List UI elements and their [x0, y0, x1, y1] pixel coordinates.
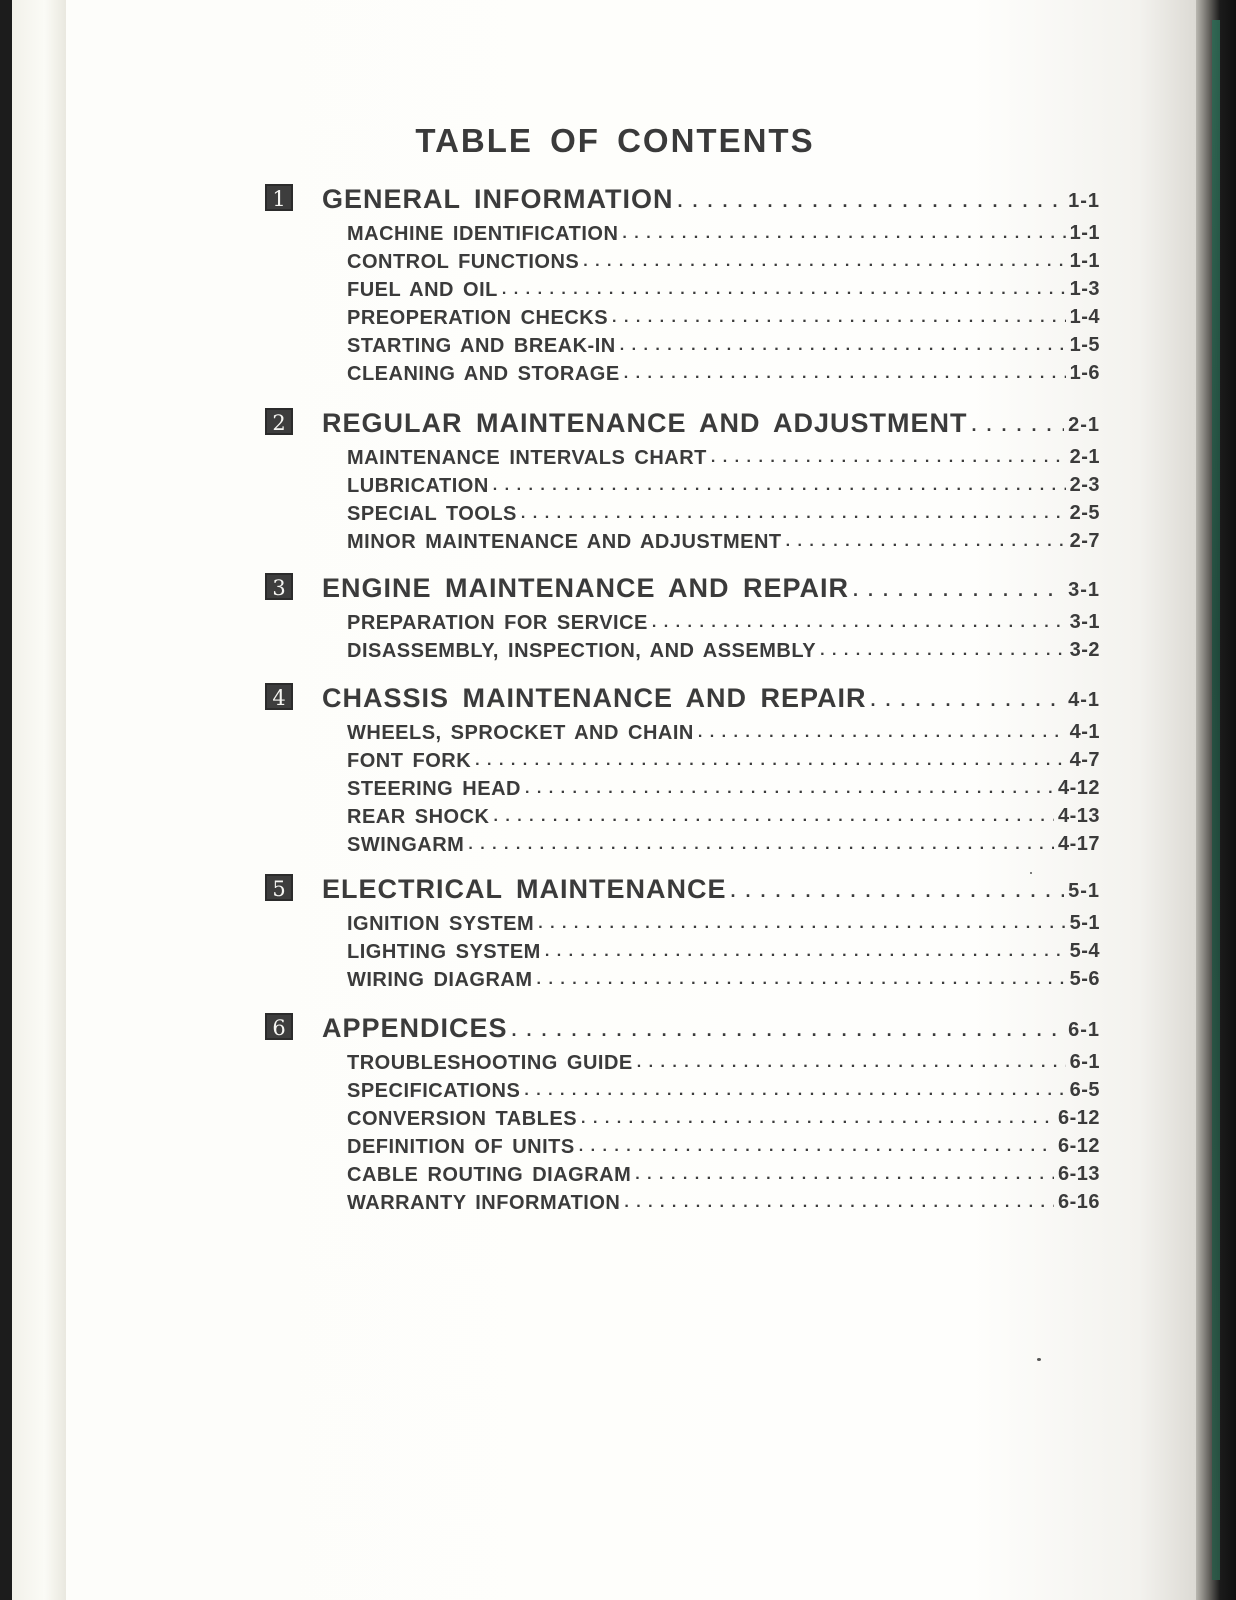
section-title: APPENDICES — [322, 1013, 508, 1043]
section-title: REGULAR MAINTENANCE AND ADJUSTMENT — [322, 408, 968, 438]
dot-leader — [624, 1195, 1054, 1211]
entry-label: IGNITION SYSTEM — [347, 913, 535, 935]
toc-entry[interactable] — [347, 607, 1100, 635]
dot-leader — [493, 478, 1066, 494]
entry-page-number: 1-1 — [1069, 222, 1100, 244]
entry-page-number: 1-5 — [1069, 334, 1100, 356]
entry-page-number: 3-1 — [1069, 611, 1100, 633]
entry-page-number: 4-17 — [1057, 833, 1100, 855]
dot-leader — [820, 643, 1066, 659]
entry-page-number: 1-3 — [1069, 278, 1100, 300]
section-number-badge: 1 — [265, 184, 293, 211]
entry-page-number: 6-12 — [1057, 1107, 1100, 1129]
entry-label: LIGHTING SYSTEM — [347, 941, 541, 963]
toc-entry[interactable] — [347, 442, 1100, 470]
dot-leader — [502, 282, 1066, 298]
dot-leader — [652, 615, 1066, 631]
entry-page-number: 6-1 — [1069, 1051, 1100, 1073]
entry-label: WIRING DIAGRAM — [347, 969, 533, 991]
section-page-number: 3-1 — [1068, 579, 1100, 601]
entry-page-number: 1-6 — [1069, 362, 1100, 384]
toc-entry[interactable] — [347, 801, 1100, 829]
toc-entry[interactable] — [347, 470, 1100, 498]
entry-label: CONVERSION TABLES — [347, 1108, 578, 1130]
entry-label: TROUBLESHOOTING GUIDE — [347, 1052, 633, 1074]
subsection-list — [347, 1047, 1100, 1215]
dot-leader — [468, 837, 1054, 853]
toc-entry[interactable] — [347, 936, 1100, 964]
section-page-number: 6-1 — [1068, 1019, 1100, 1041]
section-heading[interactable] — [322, 680, 1100, 714]
toc-entry[interactable] — [347, 274, 1100, 302]
entry-label: WARRANTY INFORMATION — [347, 1192, 621, 1214]
section-heading[interactable] — [322, 570, 1100, 604]
dot-leader — [493, 809, 1054, 825]
dot-leader — [545, 944, 1066, 960]
section-heading[interactable] — [322, 871, 1100, 905]
subsection-list — [347, 218, 1100, 386]
toc-entry[interactable] — [347, 717, 1100, 745]
entry-label: MAINTENANCE INTERVALS CHART — [347, 447, 707, 469]
section-page-number: 5-1 — [1068, 880, 1100, 902]
entry-page-number: 5-1 — [1069, 912, 1100, 934]
entry-page-number: 2-5 — [1069, 502, 1100, 524]
section-number-badge: 6 — [265, 1013, 293, 1040]
toc-entry[interactable] — [347, 1159, 1100, 1187]
toc-entry[interactable] — [347, 1187, 1100, 1215]
dot-leader — [731, 882, 1065, 900]
entry-page-number: 4-13 — [1057, 805, 1100, 827]
toc-entry[interactable] — [347, 330, 1100, 358]
section-title: ELECTRICAL MAINTENANCE — [322, 874, 727, 904]
toc-entry[interactable] — [347, 829, 1100, 857]
entry-label: PREOPERATION CHECKS — [347, 307, 609, 329]
page-title: TABLE OF CONTENTS — [415, 122, 815, 160]
section-number-badge: 2 — [265, 408, 293, 435]
dot-leader — [620, 338, 1066, 354]
entry-page-number: 2-3 — [1069, 474, 1100, 496]
dot-leader — [635, 1167, 1054, 1183]
section-number-badge: 3 — [265, 573, 293, 600]
entry-label: CONTROL FUNCTIONS — [347, 251, 580, 273]
toc-entry[interactable] — [347, 1047, 1100, 1075]
dot-leader — [871, 691, 1065, 709]
entry-page-number: 4-1 — [1069, 721, 1100, 743]
dot-leader — [637, 1055, 1066, 1071]
entry-page-number: 6-12 — [1057, 1135, 1100, 1157]
entry-label: REAR SHOCK — [347, 806, 490, 828]
scan-speck — [1030, 872, 1032, 874]
scan-speck — [1037, 1358, 1041, 1361]
dot-leader — [512, 1021, 1065, 1039]
dot-leader — [581, 1111, 1054, 1127]
section-page-number: 1-1 — [1068, 190, 1100, 212]
section-number-badge: 5 — [265, 874, 293, 901]
entry-page-number: 1-1 — [1069, 250, 1100, 272]
dot-leader — [612, 310, 1066, 326]
section-heading[interactable] — [322, 181, 1100, 215]
section-title: ENGINE MAINTENANCE AND REPAIR — [322, 573, 850, 603]
dot-leader — [853, 581, 1064, 599]
dot-leader — [525, 781, 1054, 797]
toc-entry[interactable] — [347, 1103, 1100, 1131]
section-page-number: 2-1 — [1068, 414, 1100, 436]
entry-page-number: 1-4 — [1069, 306, 1100, 328]
entry-page-number: 3-2 — [1069, 639, 1100, 661]
entry-page-number: 2-1 — [1069, 446, 1100, 468]
entry-page-number: 5-6 — [1069, 968, 1100, 990]
toc-entry[interactable] — [347, 964, 1100, 992]
section-heading[interactable] — [322, 1010, 1100, 1044]
subsection-list — [347, 717, 1100, 857]
entry-label: CABLE ROUTING DIAGRAM — [347, 1164, 632, 1186]
dot-leader — [583, 254, 1065, 270]
entry-page-number: 5-4 — [1069, 940, 1100, 962]
entry-label: WHEELS, SPROCKET AND CHAIN — [347, 722, 694, 744]
entry-label: MACHINE IDENTIFICATION — [347, 223, 619, 245]
toc-entry[interactable] — [347, 908, 1100, 936]
dot-leader — [475, 753, 1065, 769]
entry-label: LUBRICATION — [347, 475, 489, 497]
dot-leader — [624, 366, 1066, 382]
dot-leader — [786, 534, 1066, 550]
toc-entry[interactable] — [347, 526, 1100, 554]
entry-label: CLEANING AND STORAGE — [347, 363, 620, 385]
toc-entry[interactable] — [347, 1131, 1100, 1159]
entry-label: STARTING AND BREAK-IN — [347, 335, 616, 357]
section-page-number: 4-1 — [1068, 689, 1100, 711]
entry-page-number: 2-7 — [1069, 530, 1100, 552]
toc-entry[interactable] — [347, 1075, 1100, 1103]
dot-leader — [972, 416, 1065, 434]
entry-page-number: 6-16 — [1057, 1191, 1100, 1213]
scan-left-edge — [0, 0, 12, 1600]
subsection-list — [347, 607, 1100, 663]
entry-page-number: 6-13 — [1057, 1163, 1100, 1185]
dot-leader — [524, 1083, 1065, 1099]
entry-label: FUEL AND OIL — [347, 279, 498, 301]
subsection-list — [347, 908, 1100, 992]
dot-leader — [711, 450, 1066, 466]
entry-label: MINOR MAINTENANCE AND ADJUSTMENT — [347, 531, 782, 553]
binding-strip — [12, 0, 67, 1600]
entry-label: DISASSEMBLY, INSPECTION, AND ASSEMBLY — [347, 640, 817, 662]
dot-leader — [698, 725, 1066, 741]
toc-entry[interactable] — [347, 498, 1100, 526]
entry-page-number: 6-5 — [1069, 1079, 1100, 1101]
section-title: GENERAL INFORMATION — [322, 184, 674, 214]
entry-label: SPECIFICATIONS — [347, 1080, 521, 1102]
dot-leader — [622, 226, 1065, 242]
entry-label: STEERING HEAD — [347, 778, 521, 800]
dot-leader — [538, 916, 1065, 932]
section-number-badge: 4 — [265, 683, 293, 710]
entry-label: SPECIAL TOOLS — [347, 503, 517, 525]
toc-entry[interactable] — [347, 358, 1100, 386]
section-heading[interactable] — [322, 405, 1100, 439]
section-title: CHASSIS MAINTENANCE AND REPAIR — [322, 683, 867, 713]
toc-entry[interactable] — [347, 302, 1100, 330]
toc-entry[interactable] — [347, 745, 1100, 773]
entry-page-number: 4-7 — [1069, 749, 1100, 771]
book-spine — [1212, 20, 1220, 1580]
dot-leader — [537, 972, 1066, 988]
entry-page-number: 4-12 — [1057, 777, 1100, 799]
toc-entry[interactable] — [347, 218, 1100, 246]
toc-entry[interactable] — [347, 246, 1100, 274]
dot-leader — [521, 506, 1066, 522]
dot-leader — [678, 192, 1065, 210]
toc-entry[interactable] — [347, 635, 1100, 663]
entry-label: PREPARATION FOR SERVICE — [347, 612, 648, 634]
subsection-list — [347, 442, 1100, 554]
entry-label: SWINGARM — [347, 834, 465, 856]
toc-entry[interactable] — [347, 773, 1100, 801]
entry-label: DEFINITION OF UNITS — [347, 1136, 575, 1158]
dot-leader — [579, 1139, 1054, 1155]
entry-label: FONT FORK — [347, 750, 472, 772]
